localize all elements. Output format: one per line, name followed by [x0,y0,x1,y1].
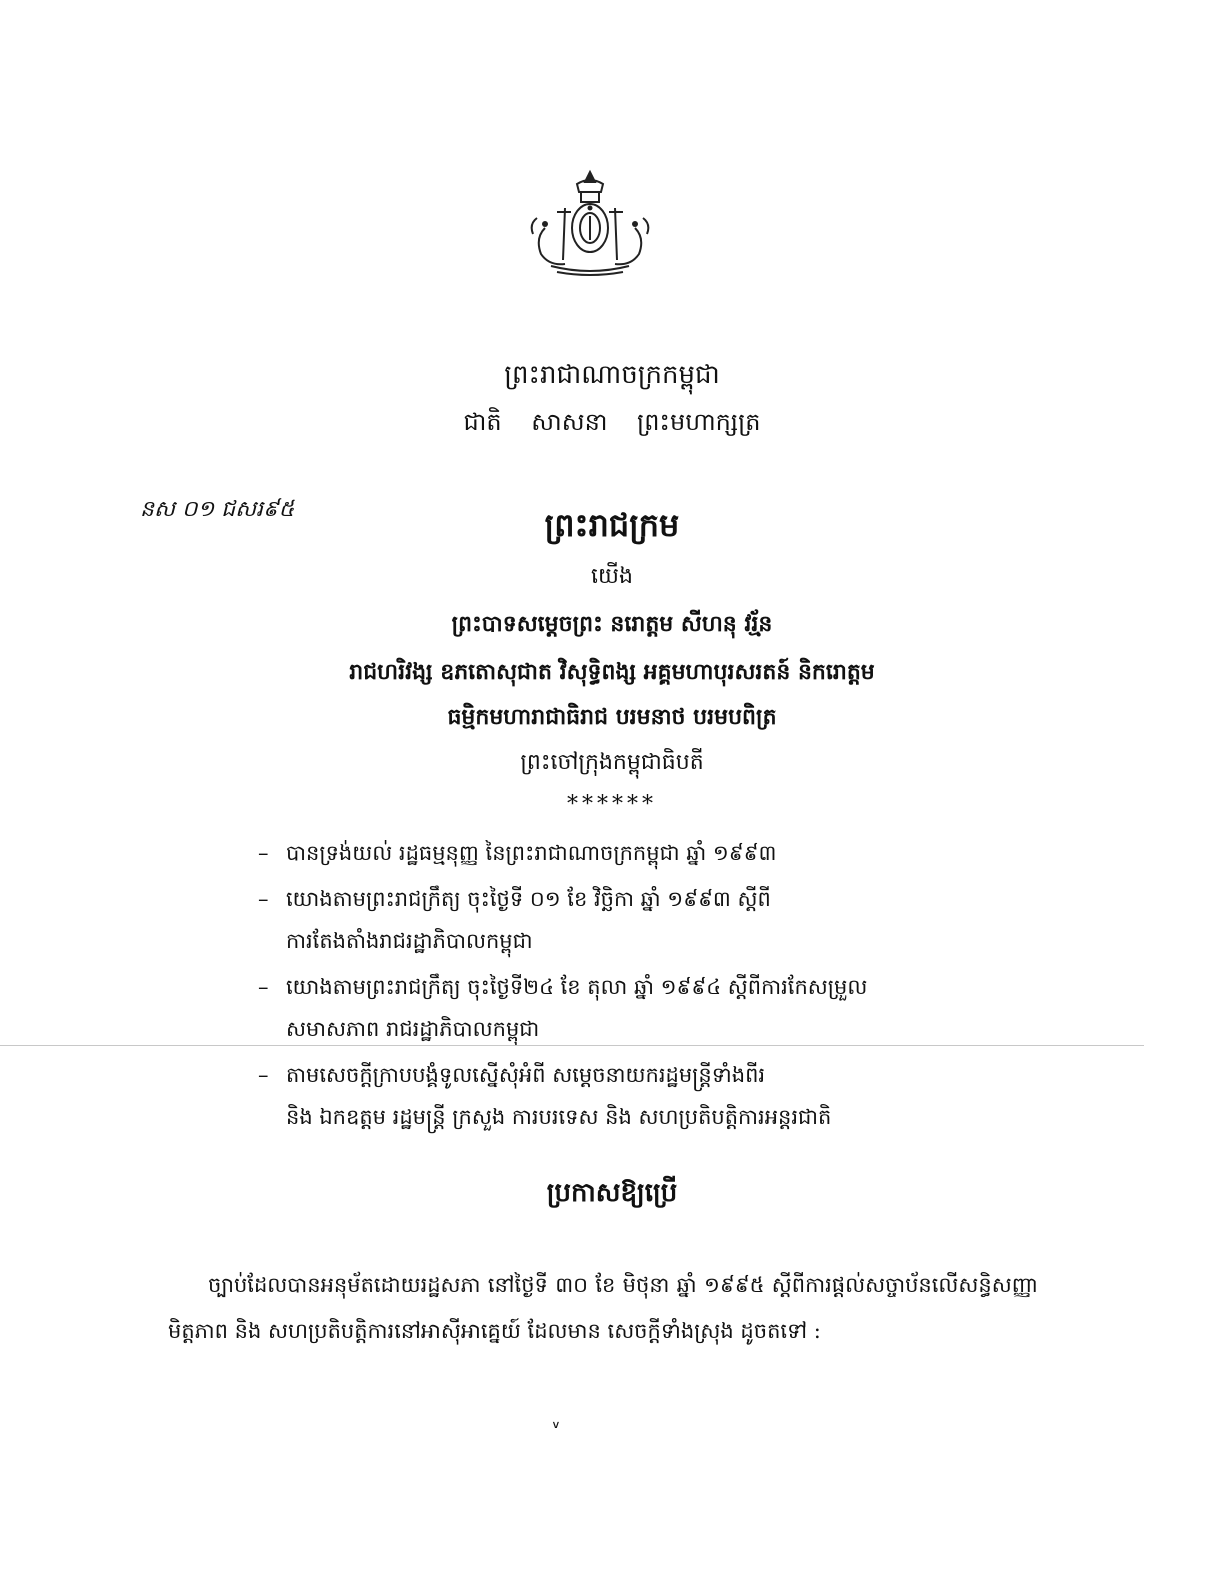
consideration-line: យោងតាមព្រះរាជក្រឹត្យ ចុះថ្ងៃទី ០១ ខែ វិច្ឆិកា ឆ្នាំ ១៩៩៣ ស្ដីពី [286,887,771,911]
national-motto: ជាតិ សាសនា ព្រះមហាក្សត្រ [463,408,761,436]
document-title: ព្រះរាជក្រម [544,506,680,544]
king-role: ព្រះចៅក្រុងកម្ពុជាធិបតី [520,750,704,775]
page-mark: ៴ [552,1412,560,1433]
list-dash: – [258,841,269,865]
consideration-line: សមាសភាព រាជរដ្ឋាភិបាលកម្ពុជា [286,1017,540,1041]
royal-coat-of-arms-icon [515,168,665,278]
list-dash: – [258,975,269,999]
body-paragraph: ច្បាប់ដែលបានអនុម័តដោយរដ្ឋសភា នៅថ្ងៃទី ៣០ ខែ មិថុនា ឆ្នាំ ១៩៩៥ ស្ដីពីការផ្ដល់សច្ចាប័នលើសន្ធិសញ្ញាមិត្តភាព និង សហប្រតិបត្តិការនៅអាស៊ីអាគ្នេយ៍ ដែលមាន សេចក្ដីទាំងស្រុង ដូចតទៅ : [168,1273,1038,1343]
consideration-line: តាមសេចក្ដីក្រាបបង្គំទូលស្នើសុំអំពី សម្ដេចនាយករដ្ឋមន្ត្រីទាំងពីរ [286,1063,766,1087]
scan-divider-line [0,1045,1144,1046]
list-item [258,966,978,1050]
we-label: យើង [591,564,633,589]
consideration-line: យោងតាមព្រះរាជក្រឹត្យ ចុះថ្ងៃទី២៤ ខែ តុលា ឆ្នាំ ១៩៩៤ ស្ដីពីការកែសម្រួល [286,975,868,999]
list-item [258,832,978,874]
consideration-line: បានទ្រង់យល់ រដ្ឋធម្មនុញ្ញ នៃព្រះរាជាណាចក្រកម្ពុជា ឆ្នាំ ១៩៩៣ [286,841,777,865]
king-name: ព្រះបាទសម្ដេចព្រះ នរោត្ដម សីហនុ វរ្ម័ន [451,611,773,637]
kingdom-name: ព្រះរាជាណាចក្រកម្ពុជា [504,360,720,390]
reference-number: នស ០១ ជសរ៩៥ [140,497,295,522]
list-dash: – [258,1063,269,1087]
considerations-list [258,832,978,1142]
promulgation-heading: ប្រកាសឱ្យប្រើ [546,1178,678,1208]
separator-stars: ****** [567,792,657,817]
king-titles-line-1: រាជហរិវង្ស ឧភតោសុជាត វិសុទ្ធិពង្ស អគ្គមហាបុរសរតន៍ និករោត្ដម [349,659,875,685]
list-item [258,1054,978,1138]
list-dash: – [258,887,269,911]
consideration-line: ការតែងតាំងរាជរដ្ឋាភិបាលកម្ពុជា [286,929,533,953]
list-item [258,878,978,962]
king-titles-line-2: ធម្មិកមហារាជាធិរាជ បរមនាថ បរមបពិត្រ [447,704,777,730]
consideration-line: និង ឯកឧត្ដម រដ្ឋមន្ត្រី ក្រសួង ការបរទេស និង សហប្រតិបត្តិការអន្តរជាតិ [286,1105,832,1129]
